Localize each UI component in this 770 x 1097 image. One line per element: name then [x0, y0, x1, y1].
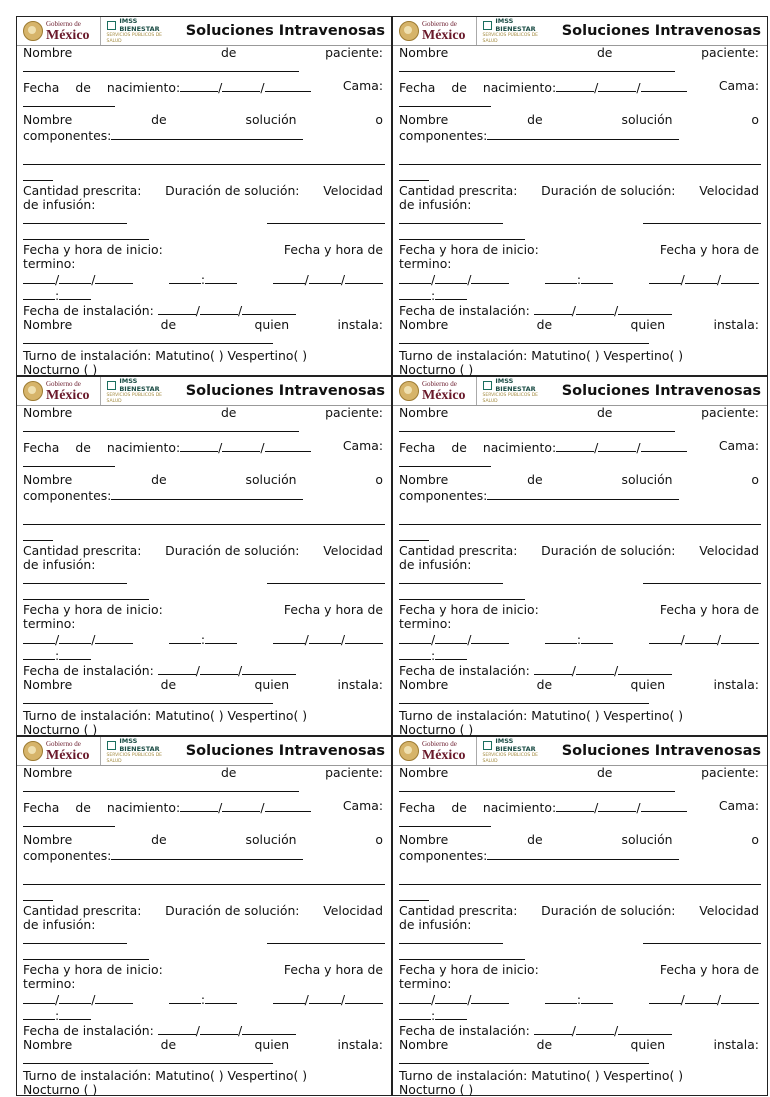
seal-icon: [399, 21, 419, 41]
imss-bienestar-logo: IMSS BIENESTAR SERVICIOS PÚBLICOS DE SALUD: [476, 17, 548, 45]
nombre-quien-instala-field[interactable]: Nombre de quien instala:: [399, 318, 761, 344]
form-title: Soluciones Intravenosas: [561, 23, 761, 39]
fecha-nacimiento-field[interactable]: Fecha de nacimiento: / / Cama:: [399, 799, 761, 827]
fecha-inicio-termino-field[interactable]: Fecha y hora de inicio: Fecha y hora de termino: / / : / / :: [23, 242, 383, 303]
turno-instalacion-field[interactable]: Turno de instalación: Matutino( ) Vespertino( ) Nocturno ( ): [399, 348, 684, 377]
card-header: [17, 17, 391, 46]
gobierno-mexico-logo: Gobierno de México: [23, 380, 90, 403]
nombre-quien-instala-field[interactable]: Nombre de quien instala:: [23, 318, 385, 344]
gobierno-mexico-logo: Gobierno de México: [23, 20, 90, 43]
gobierno-mexico-logo: Gobierno de México: [23, 740, 90, 763]
fecha-instalacion-field[interactable]: Fecha de instalación: / /: [399, 1022, 761, 1038]
nombre-paciente-field[interactable]: Nombre de paciente:: [399, 406, 761, 432]
imss-bienestar-logo: IMSS BIENESTAR SERVICIOS PÚBLICOS DE SALUD: [100, 17, 172, 45]
form-title: Soluciones Intravenosas: [561, 383, 761, 399]
fecha-instalacion-field[interactable]: Fecha de instalación: / /: [399, 302, 761, 318]
nombre-solucion-field[interactable]: Nombre de solución o componentes:: [23, 833, 385, 901]
solution-form-card: [392, 736, 768, 1096]
fecha-inicio-termino-field[interactable]: Fecha y hora de inicio: Fecha y hora de termino: / / : / / :: [399, 242, 759, 303]
fecha-instalacion-field[interactable]: Fecha de instalación: / /: [23, 302, 385, 318]
cantidad-duracion-velocidad-field[interactable]: Cantidad prescrita: Duración de solución: Velocidad de infusión:: [399, 544, 761, 600]
nombre-quien-instala-field[interactable]: Nombre de quien instala:: [23, 1038, 385, 1064]
solution-form-card: [16, 736, 392, 1096]
solution-form-card: [16, 16, 392, 376]
form-grid: [16, 16, 770, 1096]
nombre-quien-instala-field[interactable]: Nombre de quien instala:: [399, 678, 761, 704]
form-title: Soluciones Intravenosas: [185, 383, 385, 399]
card-header: [17, 377, 391, 406]
fecha-nacimiento-field[interactable]: Fecha de nacimiento: / / Cama:: [399, 79, 761, 107]
seal-icon: [399, 741, 419, 761]
gobierno-mexico-logo: Gobierno de México: [399, 20, 466, 43]
fecha-nacimiento-field[interactable]: Fecha de nacimiento: / / Cama:: [23, 439, 385, 467]
turno-instalacion-field[interactable]: Turno de instalación: Matutino( ) Vespertino( ) Nocturno ( ): [23, 348, 308, 377]
form-title: Soluciones Intravenosas: [561, 743, 761, 759]
card-header: [393, 737, 767, 766]
form-sheet: [16, 16, 770, 1097]
imss-icon: [483, 381, 493, 390]
fecha-instalacion-field[interactable]: Fecha de instalación: / /: [399, 662, 761, 678]
card-header: [17, 737, 391, 766]
turno-instalacion-field[interactable]: Turno de instalación: Matutino( ) Vespertino( ) Nocturno ( ): [23, 1068, 308, 1097]
fecha-inicio-termino-field[interactable]: Fecha y hora de inicio: Fecha y hora de termino: / / : / / :: [23, 962, 383, 1023]
turno-instalacion-field[interactable]: Turno de instalación: Matutino( ) Vespertino( ) Nocturno ( ): [399, 1068, 684, 1097]
cantidad-duracion-velocidad-field[interactable]: Cantidad prescrita: Duración de solución: Velocidad de infusión:: [23, 184, 385, 240]
seal-icon: [399, 381, 419, 401]
imss-icon: [483, 21, 493, 30]
seal-icon: [23, 741, 43, 761]
fecha-nacimiento-field[interactable]: Fecha de nacimiento: / / Cama:: [399, 439, 761, 467]
imss-icon: [107, 21, 117, 30]
form-title: Soluciones Intravenosas: [185, 23, 385, 39]
cantidad-duracion-velocidad-field[interactable]: Cantidad prescrita: Duración de solución: Velocidad de infusión:: [399, 904, 761, 960]
imss-bienestar-logo: IMSS BIENESTAR SERVICIOS PÚBLICOS DE SALUD: [476, 377, 548, 405]
solution-form-card: [392, 16, 768, 376]
fecha-inicio-termino-field[interactable]: Fecha y hora de inicio: Fecha y hora de termino: / / : / / :: [399, 602, 759, 663]
fecha-instalacion-field[interactable]: Fecha de instalación: / /: [23, 662, 385, 678]
form-title: Soluciones Intravenosas: [185, 743, 385, 759]
turno-instalacion-field[interactable]: Turno de instalación: Matutino( ) Vespertino( ) Nocturno ( ): [399, 708, 684, 737]
imss-icon: [107, 381, 117, 390]
fecha-instalacion-field[interactable]: Fecha de instalación: / /: [23, 1022, 385, 1038]
nombre-solucion-field[interactable]: Nombre de solución o componentes:: [399, 833, 761, 901]
fecha-inicio-termino-field[interactable]: Fecha y hora de inicio: Fecha y hora de termino: / / : / / :: [23, 602, 383, 663]
imss-bienestar-logo: IMSS BIENESTAR SERVICIOS PÚBLICOS DE SALUD: [476, 737, 548, 765]
fecha-inicio-termino-field[interactable]: Fecha y hora de inicio: Fecha y hora de termino: / / : / / :: [399, 962, 759, 1023]
nombre-paciente-field[interactable]: Nombre de paciente:: [399, 766, 761, 792]
imss-bienestar-logo: IMSS BIENESTAR SERVICIOS PÚBLICOS DE SALUD: [100, 377, 172, 405]
nombre-paciente-field[interactable]: Nombre de paciente:: [23, 46, 385, 72]
gobierno-mexico-logo: Gobierno de México: [399, 380, 466, 403]
cantidad-duracion-velocidad-field[interactable]: Cantidad prescrita: Duración de solución: Velocidad de infusión:: [23, 544, 385, 600]
gobierno-mexico-logo: Gobierno de México: [399, 740, 466, 763]
cantidad-duracion-velocidad-field[interactable]: Cantidad prescrita: Duración de solución: Velocidad de infusión:: [399, 184, 761, 240]
imss-icon: [107, 741, 117, 750]
cantidad-duracion-velocidad-field[interactable]: Cantidad prescrita: Duración de solución: Velocidad de infusión:: [23, 904, 385, 960]
nombre-quien-instala-field[interactable]: Nombre de quien instala:: [23, 678, 385, 704]
imss-icon: [483, 741, 493, 750]
card-header: [393, 377, 767, 406]
turno-instalacion-field[interactable]: Turno de instalación: Matutino( ) Vespertino( ) Nocturno ( ): [23, 708, 308, 737]
nombre-paciente-field[interactable]: Nombre de paciente:: [23, 406, 385, 432]
nombre-solucion-field[interactable]: Nombre de solución o componentes:: [23, 473, 385, 541]
imss-bienestar-logo: IMSS BIENESTAR SERVICIOS PÚBLICOS DE SALUD: [100, 737, 172, 765]
fecha-nacimiento-field[interactable]: Fecha de nacimiento: / / Cama:: [23, 799, 385, 827]
seal-icon: [23, 21, 43, 41]
fecha-nacimiento-field[interactable]: Fecha de nacimiento: / / Cama:: [23, 79, 385, 107]
solution-form-card: [16, 376, 392, 736]
nombre-solucion-field[interactable]: Nombre de solución o componentes:: [399, 113, 761, 181]
nombre-quien-instala-field[interactable]: Nombre de quien instala:: [399, 1038, 761, 1064]
nombre-solucion-field[interactable]: Nombre de solución o componentes:: [23, 113, 385, 181]
seal-icon: [23, 381, 43, 401]
solution-form-card: [392, 376, 768, 736]
nombre-solucion-field[interactable]: Nombre de solución o componentes:: [399, 473, 761, 541]
card-header: [393, 17, 767, 46]
nombre-paciente-field[interactable]: Nombre de paciente:: [399, 46, 761, 72]
nombre-paciente-field[interactable]: Nombre de paciente:: [23, 766, 385, 792]
